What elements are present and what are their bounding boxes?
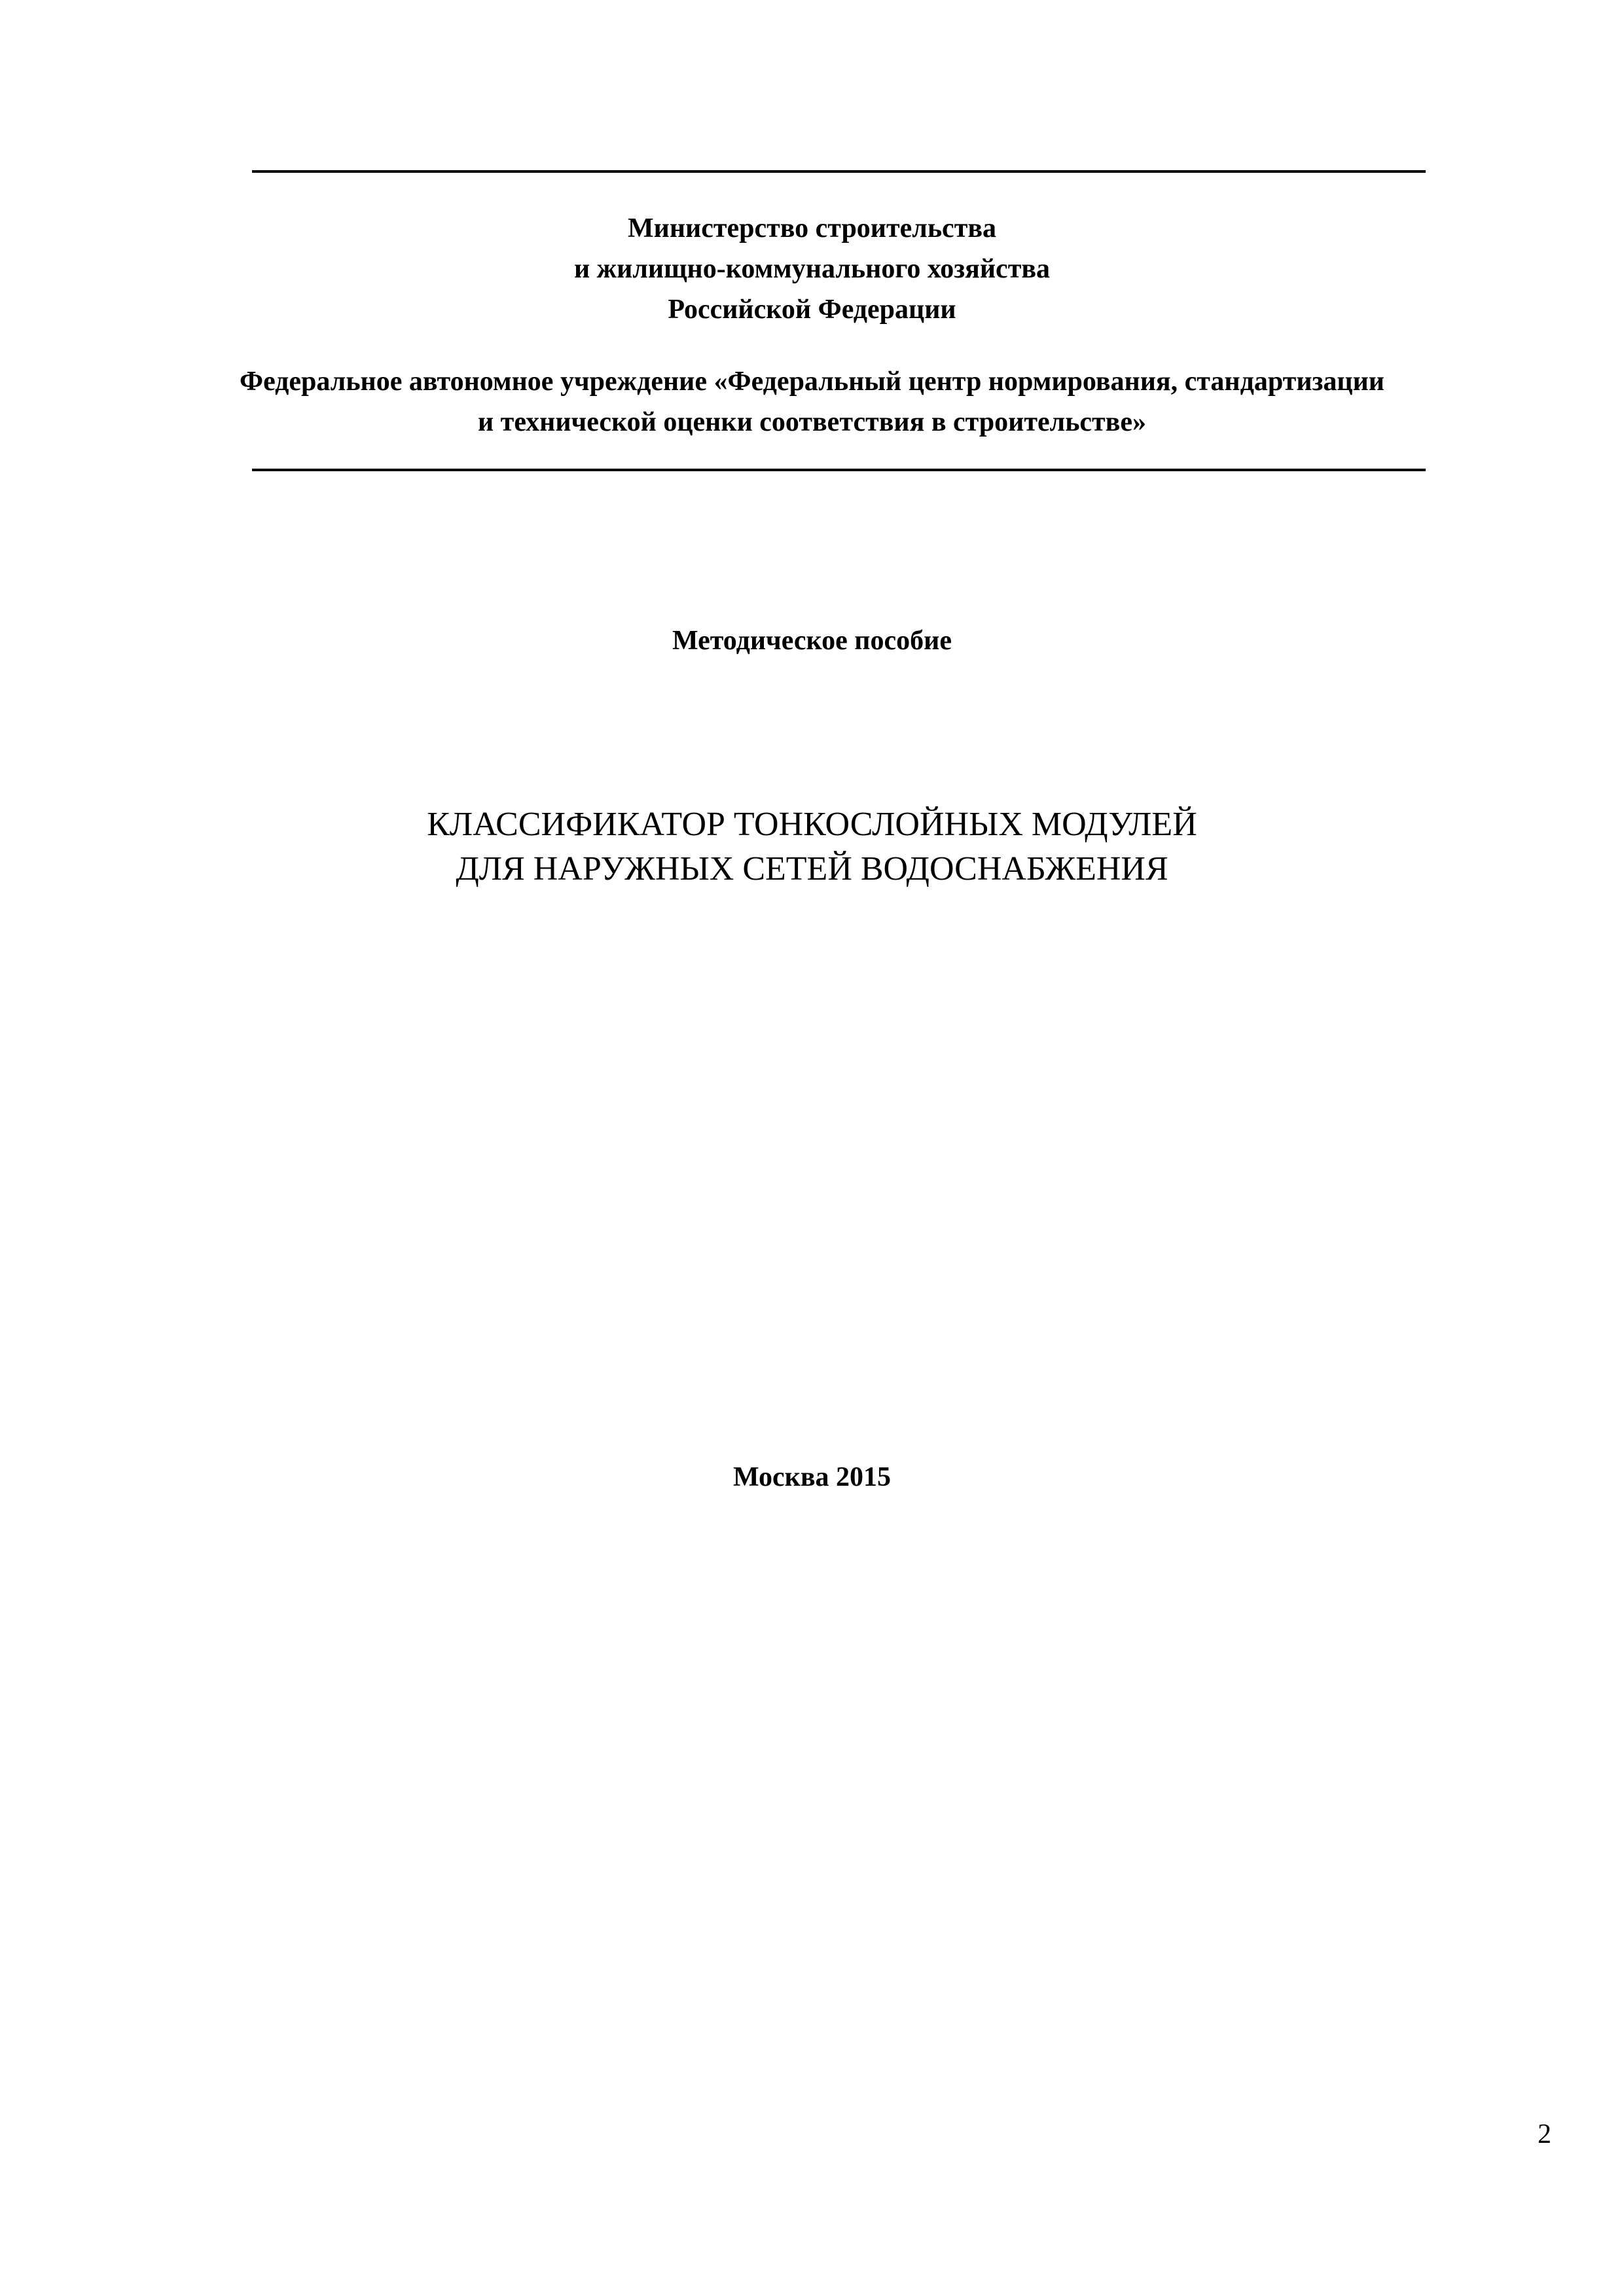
institution-line-2: и технической оценки соответствия в строительстве»: [477, 407, 1147, 437]
place-and-year: [0, 1457, 1624, 1498]
ministry-line-1: Министерство строительства: [627, 213, 997, 243]
bottom-divider: [252, 469, 1426, 471]
document-type-text: Методическое пособие: [672, 626, 952, 656]
institution-name: [0, 361, 1624, 442]
ministry-name: [0, 208, 1624, 330]
document-title-line-2: ДЛЯ НАРУЖНЫХ СЕТЕЙ ВОДОСНАБЖЕНИЯ: [456, 850, 1168, 888]
place-and-year-text: Москва 2015: [732, 1462, 892, 1492]
document-title-line-1: КЛАССИФИКАТОР ТОНКОСЛОЙНЫХ МОДУЛЕЙ: [427, 806, 1197, 843]
ministry-line-2: и жилищно-коммунального хозяйства: [573, 254, 1051, 284]
institution-line-1: Федеральное автономное учреждение «Федеральный центр нормирования, стандартизации: [240, 367, 1384, 397]
ministry-line-3: Российской Федерации: [668, 295, 956, 325]
top-divider: [252, 170, 1426, 173]
document-title: [0, 802, 1624, 891]
page-number: 2: [1538, 2119, 1551, 2149]
document-type: [0, 620, 1624, 661]
